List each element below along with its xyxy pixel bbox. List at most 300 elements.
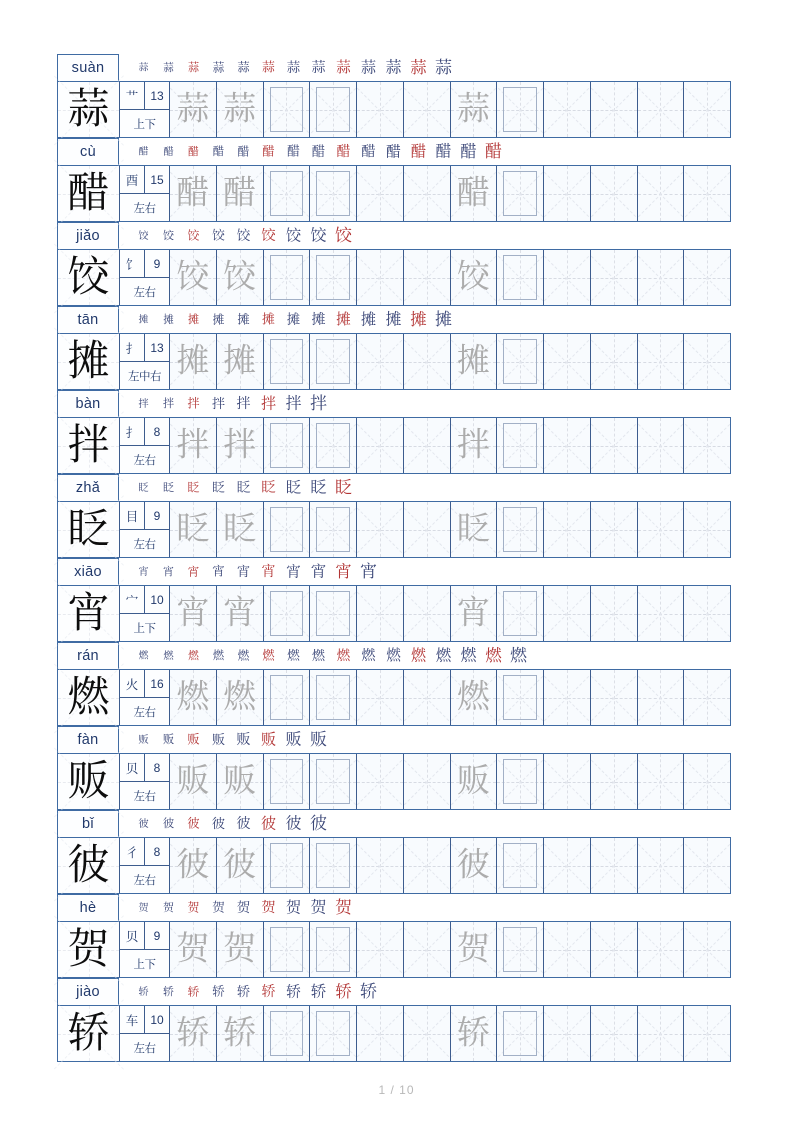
stroke-order-glyph: 醋 xyxy=(163,145,174,158)
stroke-order-glyph: 贺 xyxy=(138,901,149,914)
big-character-cell xyxy=(58,838,120,893)
guide-line xyxy=(356,504,403,556)
structure-label: 左右 xyxy=(133,538,156,551)
stroke-order-glyph: 彼 xyxy=(260,815,277,832)
stroke-order-glyph: 拌 xyxy=(187,396,200,411)
guide-line xyxy=(380,1006,381,1061)
stroke-order-glyph: 燃 xyxy=(460,646,477,665)
practice-cell-empty xyxy=(356,82,403,137)
pinyin-box xyxy=(57,726,119,754)
guide-line xyxy=(404,446,450,447)
stroke-order-glyph: 燃 xyxy=(410,647,427,664)
inner-square xyxy=(316,423,350,468)
guide-line xyxy=(684,362,730,363)
trace-character: 燃 xyxy=(456,679,490,715)
stroke-order-glyph: 轿 xyxy=(360,982,377,1001)
guide-line xyxy=(707,1006,708,1061)
stroke-order-glyph: 贩 xyxy=(310,730,327,749)
guide-line xyxy=(660,586,661,641)
guide-line xyxy=(543,924,590,976)
character-block xyxy=(57,558,731,642)
guide-line xyxy=(356,420,403,472)
stroke-order-glyph: 醋 xyxy=(188,145,199,158)
stroke-order-glyph: 摊 xyxy=(138,313,149,326)
pinyin-row xyxy=(57,54,731,81)
guide-line xyxy=(356,504,403,556)
pinyin-label: jiào xyxy=(76,984,100,1000)
stroke-order-glyph: 贩 xyxy=(285,730,302,749)
practice-cell-empty xyxy=(543,334,590,389)
practice-cell-trace xyxy=(170,586,216,641)
stroke-order-glyph: 贩 xyxy=(260,731,277,748)
guide-line xyxy=(590,672,637,724)
stroke-order-glyph: 彼 xyxy=(236,815,251,832)
stroke-order-row xyxy=(119,222,731,249)
stroke-order-glyph: 蒜 xyxy=(262,60,275,75)
practice-cells xyxy=(170,754,730,809)
guide-line xyxy=(638,194,684,195)
guide-line xyxy=(356,840,403,892)
inner-square xyxy=(316,675,350,720)
practice-cell-trace xyxy=(450,82,497,137)
guide-line xyxy=(380,334,381,389)
practice-cell-empty xyxy=(637,586,684,641)
structure-label: 左右 xyxy=(133,790,156,803)
trace-character: 彼 xyxy=(176,847,210,883)
structure-label: 上下 xyxy=(133,958,156,971)
character-block xyxy=(57,222,731,306)
guide-line xyxy=(591,362,637,363)
stroke-order-glyph: 摊 xyxy=(212,312,225,327)
guide-line xyxy=(404,698,450,699)
guide-line xyxy=(356,336,403,388)
guide-line xyxy=(567,922,568,977)
pinyin-row xyxy=(57,726,731,753)
guide-line xyxy=(404,278,450,279)
practice-cell-empty xyxy=(683,418,730,473)
guide-line xyxy=(683,84,730,136)
pinyin-box xyxy=(57,222,119,250)
guide-line xyxy=(707,166,708,221)
info-box xyxy=(120,838,170,893)
stroke-order-glyph: 拌 xyxy=(236,395,251,412)
guide-line xyxy=(637,84,684,136)
guide-line xyxy=(591,950,637,951)
guide-line xyxy=(543,420,590,472)
big-character-cell xyxy=(58,1006,120,1061)
pinyin-label: zhǎ xyxy=(75,480,101,496)
stroke-count-label: 10 xyxy=(150,592,164,607)
guide-line xyxy=(357,110,403,111)
practice-cell-box xyxy=(496,922,543,977)
stroke-order-glyph: 眨 xyxy=(162,481,175,494)
practice-cell-empty xyxy=(403,586,450,641)
practice-cell-trace xyxy=(450,334,497,389)
info-top xyxy=(120,670,169,698)
practice-row xyxy=(57,753,731,810)
guide-line xyxy=(380,670,381,725)
practice-cell-empty xyxy=(590,1006,637,1061)
guide-line xyxy=(683,588,730,640)
practice-cell-box xyxy=(263,82,310,137)
practice-cell-empty xyxy=(356,502,403,557)
practice-cell-empty xyxy=(543,670,590,725)
guide-line xyxy=(544,950,590,951)
guide-line xyxy=(614,1006,615,1061)
stroke-order-glyph: 醋 xyxy=(361,143,376,160)
guide-line xyxy=(544,278,590,279)
practice-cell-trace xyxy=(216,334,263,389)
guide-line xyxy=(590,84,637,136)
guide-line xyxy=(683,1008,730,1060)
trace-character: 贺 xyxy=(456,931,490,967)
stroke-order-glyph: 醋 xyxy=(311,143,326,160)
guide-line xyxy=(614,166,615,221)
guide-line xyxy=(543,168,590,220)
guide-line xyxy=(590,336,637,388)
structure-label: 左右 xyxy=(133,874,156,887)
radical-label: 车 xyxy=(120,1006,145,1033)
practice-cell-empty xyxy=(356,250,403,305)
practice-cells xyxy=(170,250,730,305)
inner-square xyxy=(270,1011,304,1056)
guide-line xyxy=(403,924,450,976)
guide-line xyxy=(707,586,708,641)
stroke-order-glyph: 贺 xyxy=(285,898,302,917)
stroke-order-glyph: 彼 xyxy=(310,814,327,833)
guide-line xyxy=(683,336,730,388)
practice-cell-box xyxy=(263,250,310,305)
guide-line xyxy=(543,336,590,388)
guide-line xyxy=(707,754,708,809)
big-character: 眨 xyxy=(67,506,110,553)
stroke-order-row xyxy=(119,306,731,333)
trace-character: 宵 xyxy=(176,595,210,631)
stroke-order-glyph: 宵 xyxy=(187,564,200,579)
guide-line xyxy=(403,588,450,640)
info-box xyxy=(120,82,170,137)
stroke-order-glyph: 轿 xyxy=(335,982,352,1001)
practice-cell-box xyxy=(263,418,310,473)
guide-line xyxy=(638,698,684,699)
stroke-count-label: 16 xyxy=(150,676,164,691)
practice-cell-empty xyxy=(403,250,450,305)
pinyin-box xyxy=(57,306,119,334)
guide-line xyxy=(380,502,381,557)
practice-cell-box xyxy=(263,502,310,557)
guide-line xyxy=(637,756,684,808)
guide-line xyxy=(543,840,590,892)
stroke-order-glyph: 眨 xyxy=(310,478,327,497)
guide-line xyxy=(567,166,568,221)
guide-line xyxy=(543,588,590,640)
guide-line xyxy=(543,840,590,892)
pinyin-box xyxy=(57,642,119,670)
stroke-order-glyph: 轿 xyxy=(236,984,251,999)
stroke-order-glyph: 彼 xyxy=(211,816,226,831)
guide-line xyxy=(637,420,684,472)
pinyin-box xyxy=(57,894,119,922)
guide-line xyxy=(543,84,590,136)
guide-line xyxy=(637,252,684,304)
trace-character: 贩 xyxy=(456,763,490,799)
guide-line xyxy=(403,168,450,220)
guide-line xyxy=(660,670,661,725)
guide-line xyxy=(683,672,730,724)
practice-cell-empty xyxy=(543,166,590,221)
inner-square xyxy=(503,675,537,720)
stroke-order-glyph: 宵 xyxy=(310,562,327,581)
guide-line xyxy=(356,168,403,220)
pinyin-row xyxy=(57,138,731,165)
radical-label: 贝 xyxy=(120,922,145,949)
big-character: 拌 xyxy=(67,422,110,469)
stroke-order-glyph: 拌 xyxy=(260,395,277,412)
guide-line xyxy=(357,614,403,615)
guide-line xyxy=(660,82,661,137)
stroke-order-glyph: 摊 xyxy=(360,310,377,329)
guide-line xyxy=(544,698,590,699)
practice-cell-trace xyxy=(170,250,216,305)
guide-line xyxy=(567,1006,568,1061)
guide-line xyxy=(590,168,637,220)
trace-character: 蒜 xyxy=(176,91,210,127)
stroke-order-row xyxy=(119,894,731,921)
practice-cells xyxy=(170,922,730,977)
practice-cell-empty xyxy=(543,754,590,809)
guide-line xyxy=(614,250,615,305)
guide-line xyxy=(403,168,450,220)
stroke-order-glyph: 饺 xyxy=(261,227,276,244)
guide-line xyxy=(567,418,568,473)
practice-cell-trace xyxy=(216,1006,263,1061)
practice-cell-empty xyxy=(637,166,684,221)
guide-line xyxy=(683,336,730,388)
guide-line xyxy=(590,84,637,136)
guide-line xyxy=(684,1034,730,1035)
guide-line xyxy=(591,1034,637,1035)
guide-line xyxy=(544,362,590,363)
guide-line xyxy=(357,950,403,951)
radical-label: 酉 xyxy=(120,166,145,193)
info-top xyxy=(120,922,169,950)
practice-cell-box xyxy=(496,250,543,305)
practice-row xyxy=(57,501,731,558)
character-block xyxy=(57,138,731,222)
practice-cell-empty xyxy=(356,586,403,641)
guide-line xyxy=(683,588,730,640)
big-character-cell xyxy=(58,166,120,221)
trace-character: 轿 xyxy=(456,1015,490,1051)
guide-line xyxy=(356,588,403,640)
guide-line xyxy=(590,672,637,724)
trace-character: 轿 xyxy=(223,1015,257,1051)
stroke-order-glyph: 饺 xyxy=(335,226,352,245)
stroke-order-glyph: 醋 xyxy=(336,143,351,160)
inner-square xyxy=(316,255,350,300)
stroke-order-row xyxy=(119,474,731,501)
pinyin-label: jiǎo xyxy=(76,228,100,244)
practice-cell-trace xyxy=(216,82,263,137)
pinyin-box xyxy=(57,810,119,838)
inner-square xyxy=(316,843,350,888)
stroke-order-glyph: 轿 xyxy=(138,985,149,998)
stroke-order-glyph: 贺 xyxy=(261,899,276,916)
guide-line xyxy=(427,82,428,137)
practice-cell-box xyxy=(309,838,356,893)
guide-line xyxy=(683,1008,730,1060)
guide-line xyxy=(707,838,708,893)
practice-cell-empty xyxy=(356,838,403,893)
stroke-order-glyph: 燃 xyxy=(435,646,452,665)
inner-square xyxy=(316,591,350,636)
radical-label: 彳 xyxy=(120,838,145,865)
guide-line xyxy=(637,168,684,220)
guide-line xyxy=(707,670,708,725)
character-block xyxy=(57,642,731,726)
guide-line xyxy=(707,250,708,305)
trace-character: 醋 xyxy=(223,175,257,211)
info-box xyxy=(120,166,170,221)
practice-cell-empty xyxy=(637,502,684,557)
practice-cell-trace xyxy=(216,250,263,305)
pinyin-row xyxy=(57,978,731,1005)
guide-line xyxy=(543,336,590,388)
practice-cells xyxy=(170,838,730,893)
info-box xyxy=(120,250,170,305)
practice-cell-trace xyxy=(450,838,497,893)
stroke-order-glyph: 燃 xyxy=(510,646,527,665)
guide-line xyxy=(590,504,637,556)
practice-row xyxy=(57,669,731,726)
big-character: 宵 xyxy=(67,590,110,637)
guide-line xyxy=(638,362,684,363)
stroke-order-glyph: 醋 xyxy=(460,142,477,161)
info-top xyxy=(120,754,169,782)
practice-cell-box xyxy=(263,1006,310,1061)
info-box xyxy=(120,418,170,473)
inner-square xyxy=(503,759,537,804)
guide-line xyxy=(637,588,684,640)
stroke-order-glyph: 醋 xyxy=(410,142,427,161)
guide-line xyxy=(683,504,730,556)
guide-line xyxy=(638,110,684,111)
stroke-count-label: 8 xyxy=(153,844,161,859)
character-block xyxy=(57,810,731,894)
guide-line xyxy=(590,924,637,976)
practice-cells xyxy=(170,502,730,557)
guide-line xyxy=(637,588,684,640)
guide-line xyxy=(637,840,684,892)
stroke-order-glyph: 贩 xyxy=(236,731,251,748)
trace-character: 醋 xyxy=(176,175,210,211)
guide-line xyxy=(543,84,590,136)
guide-line xyxy=(356,84,403,136)
stroke-order-glyph: 燃 xyxy=(386,647,401,664)
pinyin-label: bǐ xyxy=(82,816,94,832)
practice-cell-box xyxy=(496,670,543,725)
stroke-order-glyph: 醋 xyxy=(212,145,225,158)
practice-cell-empty xyxy=(543,586,590,641)
practice-cell-empty xyxy=(543,502,590,557)
guide-line xyxy=(660,418,661,473)
practice-cell-trace xyxy=(450,922,497,977)
info-top xyxy=(120,334,169,362)
guide-line xyxy=(591,194,637,195)
guide-line xyxy=(427,334,428,389)
trace-character: 摊 xyxy=(176,343,210,379)
practice-cell-empty xyxy=(590,82,637,137)
guide-line xyxy=(638,782,684,783)
stroke-order-glyph: 燃 xyxy=(237,648,250,663)
guide-line xyxy=(567,670,568,725)
guide-line xyxy=(356,672,403,724)
guide-line xyxy=(614,334,615,389)
trace-character: 彼 xyxy=(456,847,490,883)
guide-line xyxy=(403,840,450,892)
guide-line xyxy=(567,754,568,809)
practice-cell-empty xyxy=(403,502,450,557)
guide-line xyxy=(357,866,403,867)
guide-line xyxy=(567,250,568,305)
guide-line xyxy=(427,502,428,557)
big-character: 饺 xyxy=(67,254,110,301)
guide-line xyxy=(684,614,730,615)
stroke-order-row xyxy=(119,726,731,753)
guide-line xyxy=(356,1008,403,1060)
practice-cell-empty xyxy=(590,166,637,221)
stroke-order-glyph: 醋 xyxy=(138,145,149,158)
guide-line xyxy=(683,924,730,976)
guide-line xyxy=(380,82,381,137)
stroke-count-label: 9 xyxy=(153,928,161,943)
trace-character: 宵 xyxy=(223,595,257,631)
guide-line xyxy=(567,334,568,389)
guide-line xyxy=(356,420,403,472)
pinyin-label: suàn xyxy=(71,60,105,76)
practice-cell-trace xyxy=(216,670,263,725)
stroke-order-glyph: 蒜 xyxy=(286,59,301,76)
stroke-order-glyph: 贩 xyxy=(187,732,200,747)
stroke-order-glyph: 宵 xyxy=(335,562,352,581)
practice-cell-box xyxy=(263,922,310,977)
guide-line xyxy=(614,82,615,137)
guide-line xyxy=(404,614,450,615)
guide-line xyxy=(707,922,708,977)
practice-cell-box xyxy=(263,586,310,641)
guide-line xyxy=(683,924,730,976)
practice-cell-empty xyxy=(683,82,730,137)
guide-line xyxy=(403,84,450,136)
practice-cell-empty xyxy=(590,334,637,389)
big-character: 醋 xyxy=(67,170,110,217)
inner-square xyxy=(270,927,304,972)
guide-line xyxy=(403,252,450,304)
stroke-order-glyph: 燃 xyxy=(311,648,326,663)
practice-cell-box xyxy=(309,502,356,557)
stroke-order-glyph: 轿 xyxy=(163,985,174,998)
guide-line xyxy=(590,168,637,220)
guide-line xyxy=(684,278,730,279)
info-box xyxy=(120,1006,170,1061)
big-character: 贩 xyxy=(67,758,110,805)
info-box xyxy=(120,754,170,809)
stroke-order-glyph: 燃 xyxy=(163,649,174,662)
stroke-order-glyph: 眨 xyxy=(236,479,251,496)
inner-square xyxy=(503,843,537,888)
pinyin-box xyxy=(57,978,119,1006)
character-block xyxy=(57,726,731,810)
